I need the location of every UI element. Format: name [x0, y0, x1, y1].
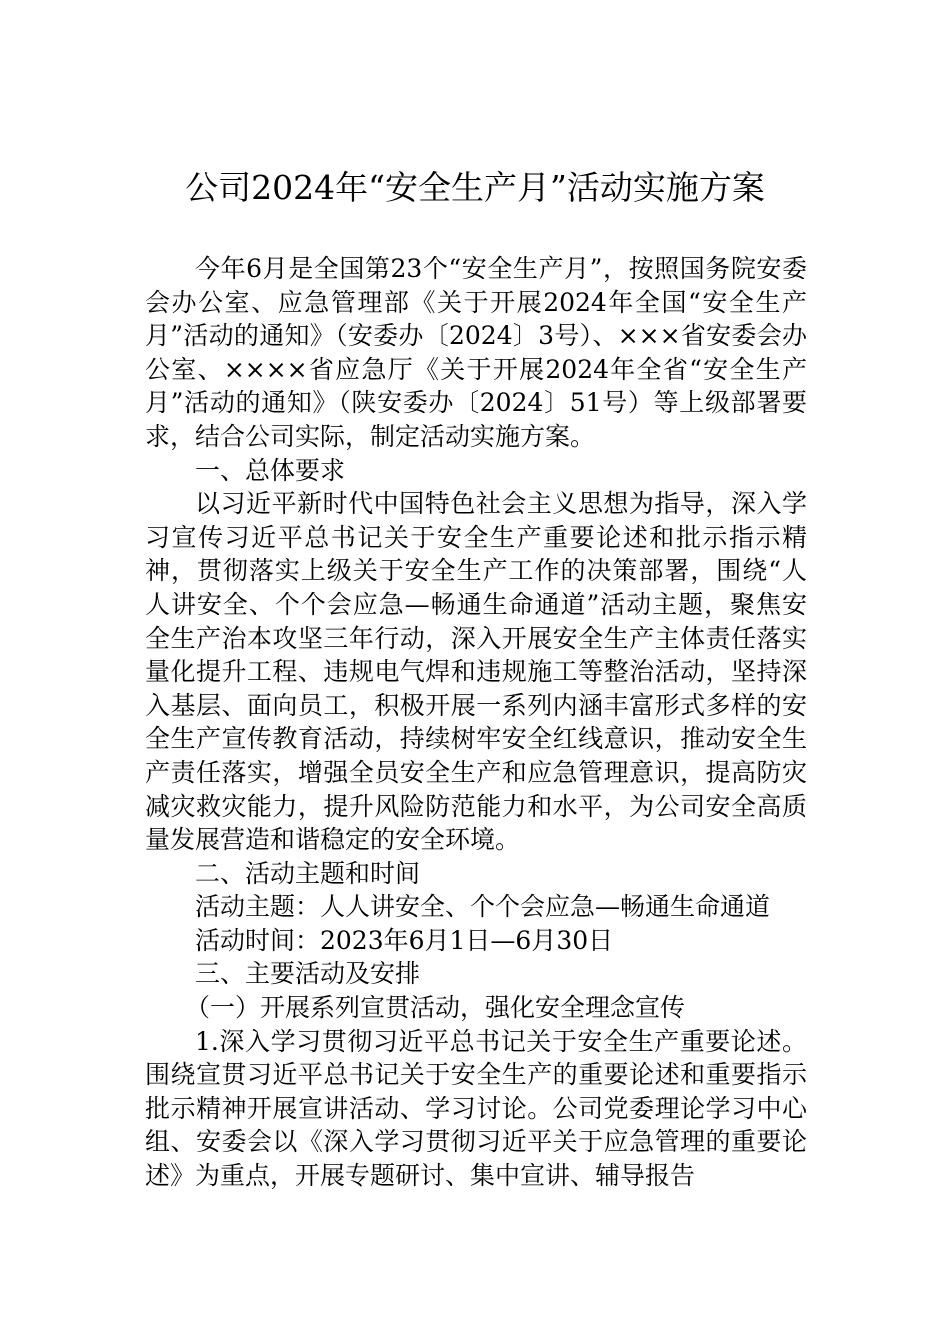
subsection-heading-publicity: （一）开展系列宣贯活动，强化安全理念宣传	[185, 993, 686, 1023]
activity-item-1-paragraph: 1.深入学习贯彻习近平总书记关于安全生产重要论述。围绕宣贯习近平总书记关于安全生产的重要论述和重要指示批示精神开展宣讲活动、学习讨论。公司党委理论学习中心组、安委会以《深入学习贯彻习近平关于应急管理的重要论述》为重点，开展专题研讨、集中宣讲、辅导报告	[145, 1026, 807, 1191]
section-heading-main-activities: 三、主要活动及安排	[195, 959, 421, 989]
document-body	[145, 252, 807, 1193]
activity-theme-line: 活动主题：人人讲安全、个个会应急—畅通生命通道	[195, 892, 771, 922]
section-heading-theme-and-time: 二、活动主题和时间	[195, 858, 421, 888]
overall-requirements-paragraph: 以习近平新时代中国特色社会主义思想为指导，深入学习宣传习近平总书记关于安全生产重要论述和批示指示精神，贯彻落实上级关于安全生产工作的决策部署，围绕“人人讲安全、个个会应急—畅通生命通道”活动主题，聚焦安全生产治本攻坚三年行动，深入开展安全生产主体责任落实量化提升工程、违规电气焊和违规施工等整治活动，坚持深入基层、面向员工，积极开展一系列内涵丰富形式多样的安全生产宣传教育活动，持续树牢安全红线意识，推动安全生产责任落实，增强全员安全生产和应急管理意识，提高防灾减灾救灾能力，提升风险防范能力和水平，为公司安全高质量发展营造和谐稳定的安全环境。	[145, 489, 807, 855]
section-heading-overall-requirements: 一、总体要求	[195, 455, 346, 485]
intro-paragraph: 今年6月是全国第23个“安全生产月”，按照国务院安委会办公室、应急管理部《关于开展2024年全国“安全生产月”活动的通知》（安委办〔2024〕3号）、×××省安委会办公室、××××省应急厅《关于开展2024年全省“安全生产月”活动的通知》（陕安委办〔2024〕51号）等上级部署要求，结合公司实际，制定活动实施方案。	[145, 254, 807, 451]
activity-time-line: 活动时间：2023年6月1日—6月30日	[195, 925, 614, 955]
document-title: 公司2024年“安全生产月”活动实施方案	[185, 168, 765, 207]
